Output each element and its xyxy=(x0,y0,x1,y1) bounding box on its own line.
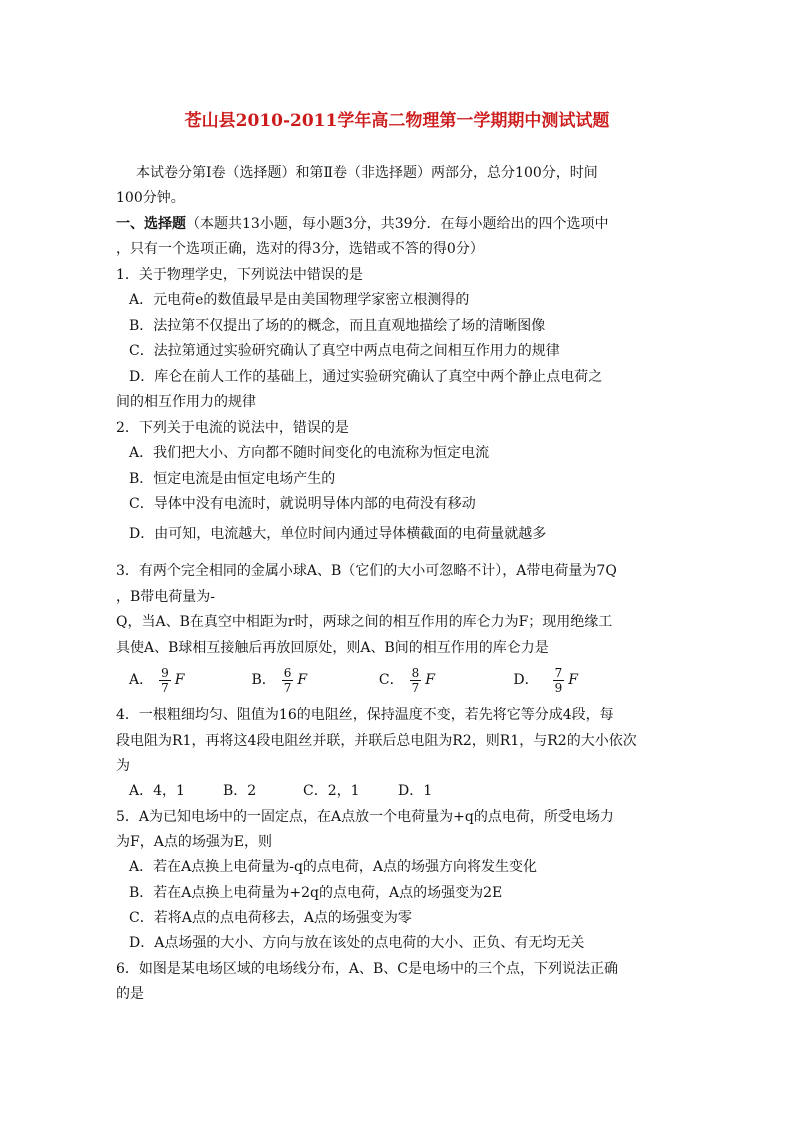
section-desc-1: （本题共13小题，每小题3分，共39分．在每小题给出的四个选项中 xyxy=(186,216,609,232)
fraction: $\frac{9}{7}$ xyxy=(161,665,169,695)
q4-options xyxy=(129,781,432,801)
q6-line-1: 6．如图是某电场区域的电场线分布，A、B、C是电场中的三个点，下列说法正确 xyxy=(116,961,619,977)
q3-line-1: 3．有两个完全相同的金属小球A、B（它们的大小可忽略不计），A带电荷量为7Q xyxy=(116,563,617,579)
q4-line-1: 4．一根粗细均匀、阻值为16的电阻丝，保持温度不变，若先将它等分成4段，每 xyxy=(116,707,614,723)
q1-option-c: C．法拉第通过实验研究确认了真空中两点电荷之间相互作用力的规律 xyxy=(129,343,560,359)
q4-option-b: B．2 xyxy=(223,783,257,799)
q2-option-d: D．由可知，电流越大，单位时间内通过导体横截面的电荷量就越多 xyxy=(129,526,547,542)
q3-line-4: 具使A、B球相互接触后再放回原处，则A、B间的相互作用的库仑力是 xyxy=(116,640,549,656)
q3-option-b: B． $\frac{6}{7}$ F xyxy=(251,665,308,695)
q4-line-3: 为 xyxy=(116,758,130,774)
q4-option-d: D．1 xyxy=(398,783,433,799)
q6-line-2: 的是 xyxy=(116,986,144,1002)
q3-options xyxy=(129,662,578,698)
fraction: $\frac{6}{7}$ xyxy=(283,665,292,695)
q2-option-c: C．导体中没有电流时，就说明导体内部的电荷没有移动 xyxy=(129,496,476,512)
q5-option-d: D．A点场强的大小、方向与放在该处的点电荷的大小、正负、有无均无关 xyxy=(129,935,585,951)
q3-option-c: C． $\frac{8}{7}$ F xyxy=(378,665,435,695)
q5-option-b: B．若在A点换上电荷量为+2q的点电荷，A点的场强变为2E xyxy=(129,885,503,901)
fraction: $\frac{7}{9}$ xyxy=(554,665,563,695)
intro-line-2: 100分钟。 xyxy=(116,190,185,206)
q5-line-2: 为F，A点的场强为E，则 xyxy=(116,834,273,850)
q3-option-d: D． $\frac{7}{9}$ F xyxy=(513,665,578,695)
q2-option-a: A．我们把大小、方向都不随时间变化的电流称为恒定电流 xyxy=(129,445,490,461)
q5-option-a: A．若在A点换上电荷量为-q的点电荷，A点的场强方向将发生变化 xyxy=(129,859,538,875)
q3-line-2: ，B带电荷量为- xyxy=(116,589,216,605)
q3-line-3: Q，当A、B在真空中相距为r时，两球之间的相互作用的库仑力为F；现用绝缘工 xyxy=(116,614,613,630)
q5-line-1: 5．A为已知电场中的一固定点，在A点放一个电荷量为+q的点电荷，所受电场力 xyxy=(116,809,614,825)
fraction: $\frac{8}{7}$ xyxy=(411,665,420,695)
q1-option-d-line-2: 间的相互作用力的规律 xyxy=(116,394,256,410)
q2-option-b: B．恒定电流是由恒定电场产生的 xyxy=(129,471,336,487)
section-heading-line xyxy=(116,214,609,234)
q3-option-a: A． $\frac{9}{7}$ F xyxy=(129,665,185,695)
q2-stem: 2．下列关于电流的说法中，错误的是 xyxy=(116,420,349,436)
q1-option-b: B．法拉第不仅提出了场的的概念，而且直观地描绘了场的清晰图像 xyxy=(129,318,546,334)
q5-option-c: C．若将A点的点电荷移去，A点的场强变为零 xyxy=(129,910,412,926)
q1-option-a: A．元电荷e的数值最早是由美国物理学家密立根测得的 xyxy=(129,292,470,308)
q1-option-d-line-1: D．库仑在前人工作的基础上，通过实验研究确认了真空中两个静止点电荷之 xyxy=(129,369,603,385)
q4-option-c: C．2，1 xyxy=(303,783,360,799)
intro-line-1: 本试卷分第Ⅰ卷（选择题）和第Ⅱ卷（非选择题）两部分，总分100分，时间 xyxy=(136,165,598,181)
q4-line-2: 段电阻为R1，再将这4段电阻丝并联，并联后总电阻为R2，则R1，与R2的大小依次 xyxy=(116,733,637,749)
section-heading: 一、选择题 xyxy=(116,216,186,232)
page-title: 苍山县2010-2011学年高二物理第一学期期中测试试题 xyxy=(184,111,610,131)
section-desc-2: ，只有一个选项正确，选对的得3分，选错或不答的得0分） xyxy=(116,241,484,257)
q4-option-a: A．4，1 xyxy=(129,783,185,799)
q1-stem: 1．关于物理学史，下列说法中错误的是 xyxy=(116,267,363,283)
